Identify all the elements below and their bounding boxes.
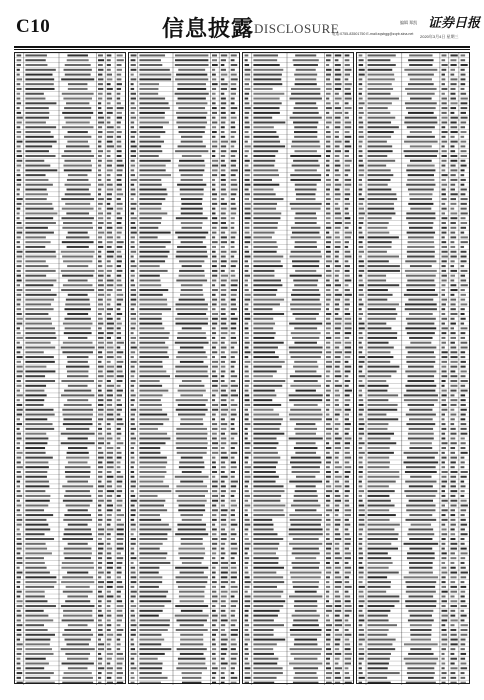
- newspaper-logo: [426, 12, 481, 32]
- table-column-1: [14, 52, 126, 684]
- table-grid: [243, 53, 353, 685]
- header-rule: [14, 46, 470, 48]
- table-column-4: [356, 52, 470, 684]
- table-column-3: [242, 52, 354, 684]
- table-column-2: [128, 52, 240, 684]
- tables-area: [14, 52, 470, 684]
- masthead: [14, 10, 481, 48]
- table-grid: [357, 53, 469, 685]
- editor-line: 编辑 郑凯: [400, 20, 418, 25]
- section-title-en: DISCLOSURE: [254, 21, 340, 36]
- svg-text:证券日报: 证券日报: [428, 16, 481, 31]
- page-number: C10: [16, 16, 51, 37]
- table-grid: [15, 53, 125, 685]
- table-grid: [129, 53, 239, 685]
- header-rule-thin: [14, 49, 470, 50]
- section-title: 信息披露: [162, 16, 255, 42]
- date-line: 2020年3月4日 星期三: [420, 34, 459, 39]
- contact-line: 电话:0755-83501750 E-mail:zqsbgg@zqrb.sina.net: [332, 32, 414, 36]
